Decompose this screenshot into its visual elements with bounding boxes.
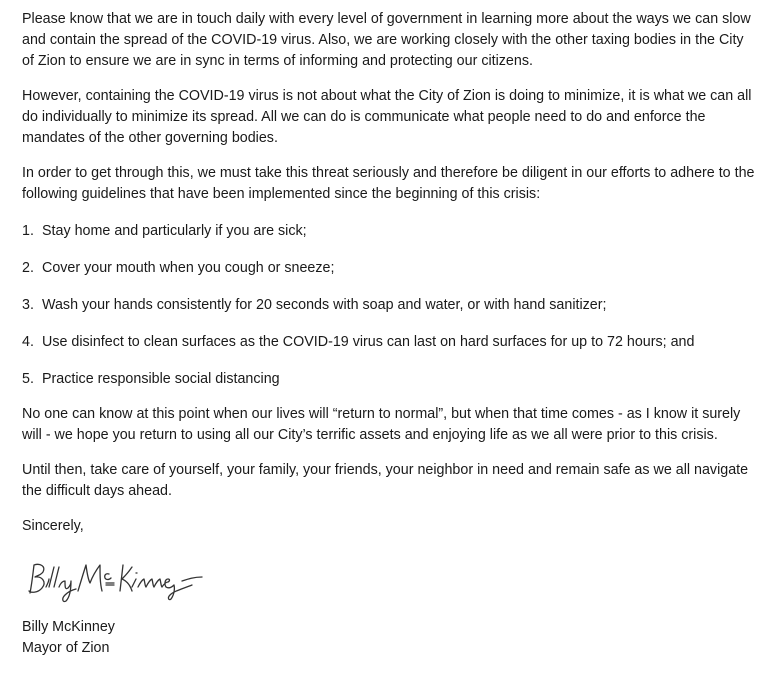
guidelines-list (22, 221, 758, 390)
signer-name: Billy McKinney (22, 619, 115, 635)
signature-block (22, 617, 758, 659)
intro-paragraph-1: Please know that we are in touch daily with every level of government in learning more about the ways we can slow and contain the spread of the COVID-19 virus. Also, we are working closely with the other taxing bodies in the City of Zion to ensure we are in sync in terms of informing and protecting our citizens. (22, 11, 751, 69)
guideline-item (22, 369, 758, 390)
guideline-text: Cover your mouth when you cough or sneeze; (42, 260, 335, 276)
outro-paragraph-2: Until then, take care of yourself, your family, your friends, your neighbor in need and remain safe as we all navigate the difficult days ahead. (22, 462, 749, 499)
guideline-item (22, 258, 758, 279)
guideline-text: Wash your hands consistently for 20 seconds with soap and water, or with hand sanitizer; (42, 297, 607, 313)
guideline-item (22, 221, 758, 242)
intro-paragraph-3: In order to get through this, we must take this threat seriously and therefore be diligent in our efforts to adhere to the following guidelines that have been implemented since the beginning of this crisis: (22, 165, 755, 202)
guideline-number: 1. (22, 223, 34, 239)
guideline-text: Practice responsible social distancing (42, 371, 280, 387)
signer-title: Mayor of Zion (22, 640, 110, 656)
guideline-text: Stay home and particularly if you are sick; (42, 223, 307, 239)
closing-salutation: Sincerely, (22, 518, 84, 534)
guideline-number: 4. (22, 334, 34, 350)
guideline-item (22, 295, 758, 316)
guideline-text: Use disinfect to clean surfaces as the COVID-19 virus can last on hard surfaces for up to 72 hours; and (42, 334, 695, 350)
handwritten-signature (24, 557, 224, 605)
intro-paragraph-2: However, containing the COVID-19 virus is not about what the City of Zion is doing to minimize, it is what we can all do individually to minimize its spread. All we can do is communicate what people need to do and enforce the mandates of the other governing bodies. (22, 88, 752, 146)
guideline-item (22, 332, 758, 353)
outro-paragraph-1: No one can know at this point when our lives will “return to normal”, but when that time comes - as I know it surely will - we hope you return to using all our City’s terrific assets and enjoying life as we all were prior to this crisis. (22, 406, 741, 443)
guideline-number: 5. (22, 371, 34, 387)
guideline-number: 2. (22, 260, 34, 276)
guideline-number: 3. (22, 297, 34, 313)
